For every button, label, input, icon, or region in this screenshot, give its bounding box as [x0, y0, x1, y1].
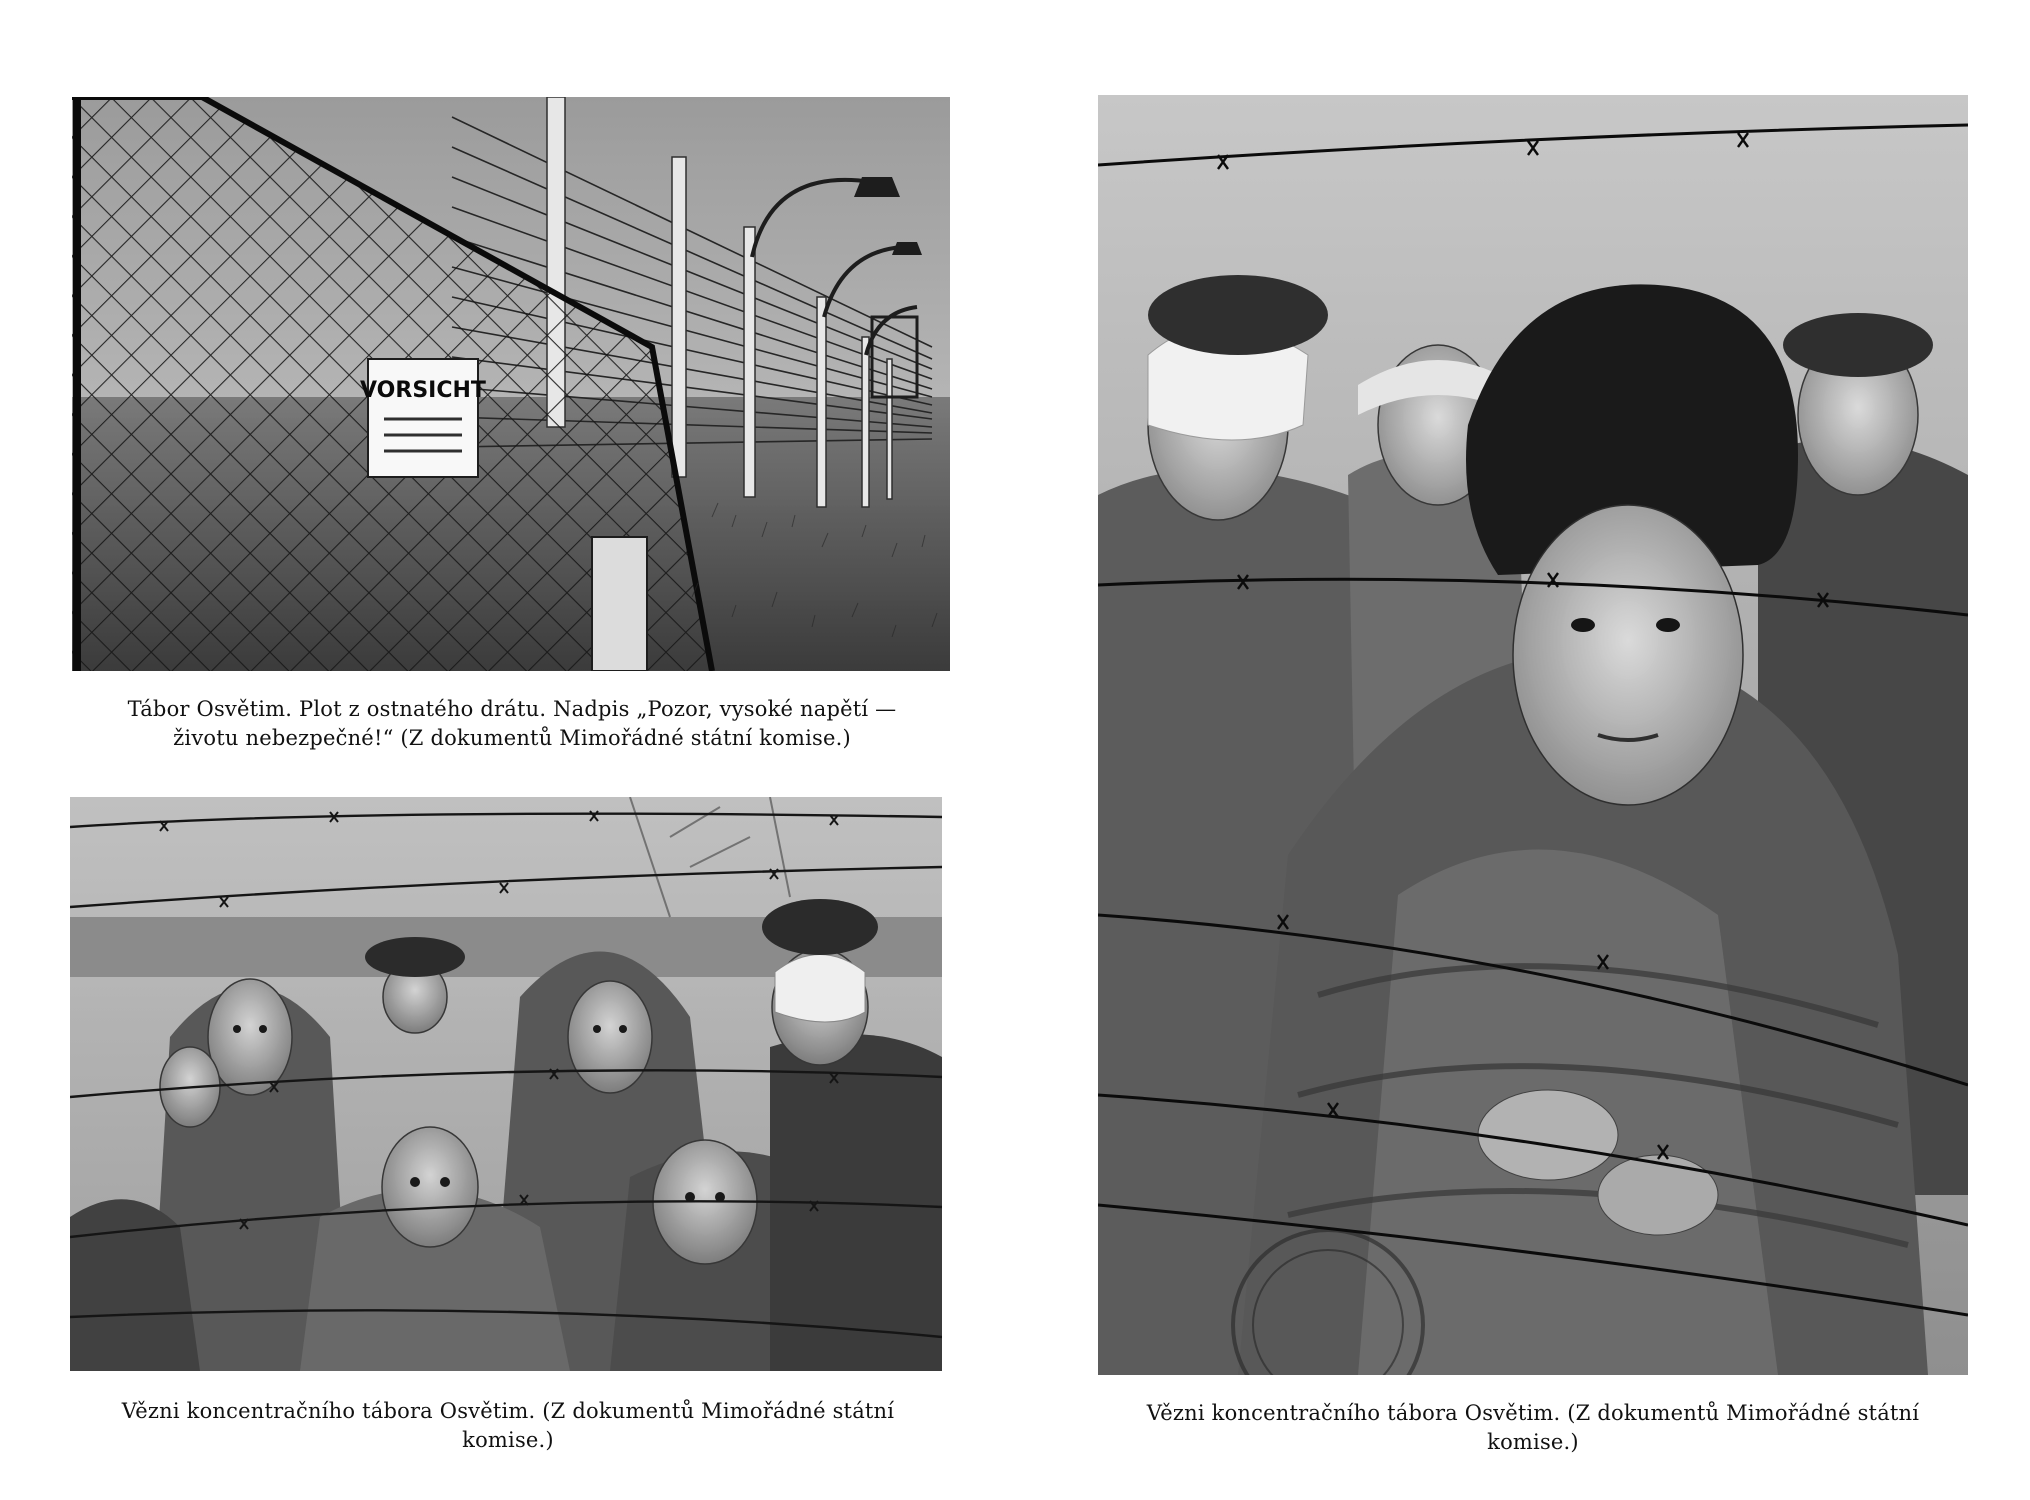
photo-prisoners-group — [70, 797, 942, 1371]
caption-woman-prisoner — [1098, 1399, 1968, 1457]
woman-photo-illustration — [1098, 95, 1968, 1375]
caption-prisoners-group — [72, 1397, 944, 1455]
photo-camp-fence — [72, 97, 950, 671]
caption-camp-fence — [72, 695, 952, 753]
caption-line: životu nebezpečné!“ (Z dokumentů Mimořádné státní komise.) — [173, 726, 851, 750]
prisoners-photo-illustration — [70, 797, 942, 1371]
caption-line: Tábor Osvětim. Plot z ostnatého drátu. Nadpis „Pozor, vysoké napětí — — [127, 697, 897, 721]
warning-sign-text: VORSICHT — [360, 378, 486, 403]
caption-line: komise.) — [462, 1428, 554, 1452]
photo-woman-prisoner — [1098, 95, 1968, 1375]
caption-line: komise.) — [1487, 1430, 1579, 1454]
fence-photo-illustration — [72, 97, 950, 671]
caption-line: Vězni koncentračního tábora Osvětim. (Z dokumentů Mimořádné státní — [1146, 1401, 1920, 1425]
caption-line: Vězni koncentračního tábora Osvětim. (Z dokumentů Mimořádné státní — [121, 1399, 895, 1423]
